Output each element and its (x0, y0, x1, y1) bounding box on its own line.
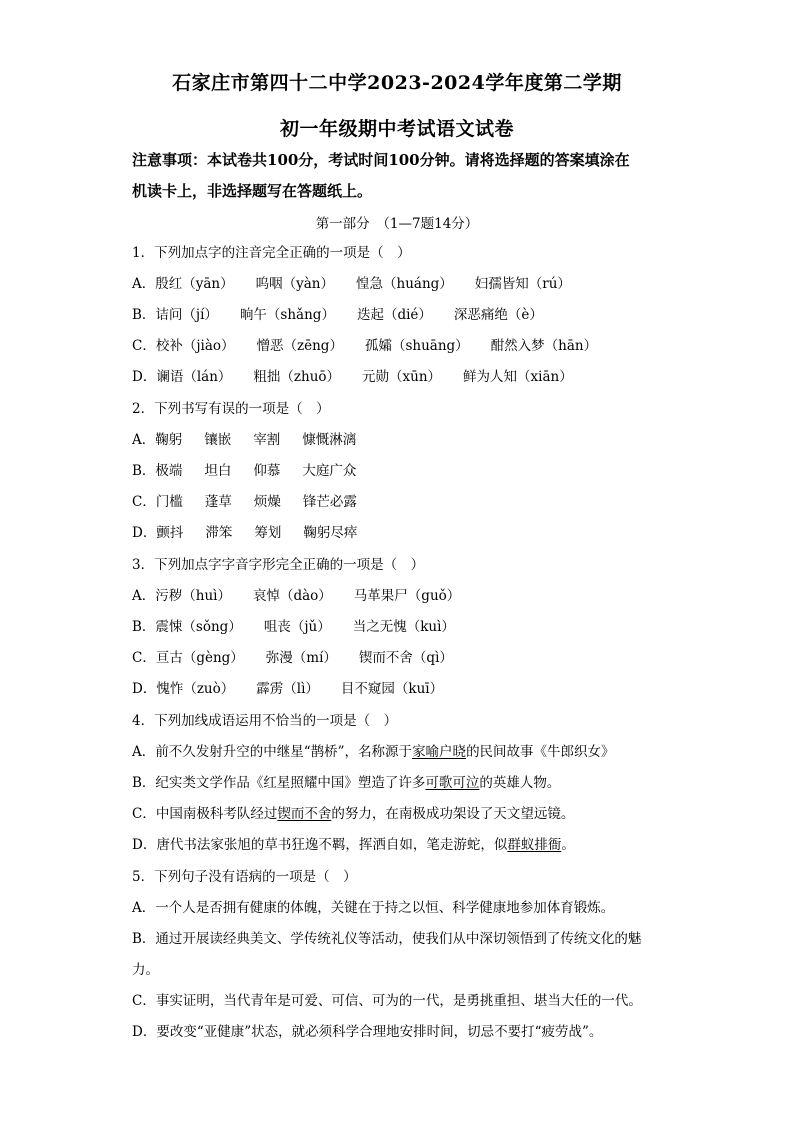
option-item: 粗拙（zhuō） (253, 369, 341, 385)
option-text: 的英雄人物。 (479, 775, 561, 791)
option-item: 筹划 (254, 525, 282, 541)
option-item: 慷慨淋漓 (302, 432, 357, 448)
question-5-option-c: C．事实证明，当代青年是可爱、可信、可为的一代，是勇挑重担、堪当大任的一代。 (132, 993, 642, 1009)
option-text: D．唐代书法家张旭的草书狂逸不羁，挥洒自如，笔走游蛇，似 (132, 837, 508, 853)
question-3-option-b (132, 617, 455, 637)
option-item: 大庭广众 (302, 463, 357, 479)
underlined-idiom: 锲而不舍 (277, 806, 332, 822)
question-4-option-c (132, 804, 574, 824)
option-item: 仰慕 (253, 463, 281, 479)
notice-line-2: 机读卡上，非选择题写在答题纸上。 (132, 182, 373, 200)
question-5-stem: 5．下列句子没有语病的一项是（ ） (132, 869, 357, 885)
option-item: A．污秽（huì） (132, 588, 231, 604)
option-item: 妇孺皆知（rú） (474, 276, 571, 292)
option-item: D．愧怍（zuò） (132, 681, 235, 697)
question-2-option-b (132, 461, 356, 481)
option-text: B．纪实类文学作品《红星照耀中国》塑造了许多 (132, 775, 426, 791)
question-2-option-d (132, 523, 357, 543)
question-2-option-c (132, 492, 357, 512)
option-text: A．前不久发射升空的中继星“鹊桥”，名称源于 (132, 744, 413, 760)
option-item: 深恶痛绝（è） (453, 307, 543, 323)
option-item: 当之无愧（kuì） (352, 619, 455, 635)
question-4-option-d (132, 835, 575, 855)
question-1-stem: 1．下列加点字的注音完全正确的一项是（ ） (132, 245, 411, 261)
question-3-option-d (132, 679, 443, 699)
option-item: 宰割 (253, 432, 281, 448)
option-item: B．诘问（jí） (132, 307, 218, 323)
option-item: D．谰语（lán） (132, 369, 232, 385)
option-item: C．门槛 (132, 494, 183, 510)
question-4-stem: 4．下列加线成语运用不恰当的一项是（ ） (132, 713, 398, 729)
question-2-option-a (132, 430, 356, 450)
question-4-option-a (132, 742, 615, 762)
option-item: 烦燥 (253, 494, 281, 510)
option-item: A．殷红（yān） (132, 276, 234, 292)
option-item: C．校补（jiào） (132, 338, 235, 354)
question-3-stem: 3．下列加点字字音字形完全正确的一项是（ ） (132, 557, 425, 573)
underlined-idiom: 可歌可泣 (425, 775, 480, 791)
option-item: 锲而不舍（qì） (358, 650, 453, 666)
option-item: 弥漫（mí） (265, 650, 337, 666)
question-1-option-b (132, 305, 543, 325)
option-item: 憎恶（zēng） (256, 338, 343, 354)
option-item: 孤孀（shuāng） (364, 338, 469, 354)
option-text: 的民间故事《牛郎织女》 (466, 744, 615, 760)
option-item: 滞笨 (205, 525, 233, 541)
question-1-option-c (132, 336, 597, 356)
option-item: 鞠躬尽瘁 (303, 525, 358, 541)
option-text: C．中国南极科考队经过 (132, 806, 278, 822)
option-item: 咀丧（jǔ） (263, 619, 331, 635)
option-item: C．亘古（gèng） (132, 650, 244, 666)
option-item: 酣然入梦（hān） (490, 338, 598, 354)
option-item: A．鞠躬 (132, 432, 183, 448)
question-5-option-b: B．通过开展读经典美文、学传统礼仪等活动，使我们从中深切领悟到了传统文化的魅 (132, 931, 642, 947)
question-3-option-a (132, 586, 460, 606)
question-4-option-b (132, 773, 560, 793)
option-item: 惶急（huáng） (356, 276, 453, 292)
question-5-option-a: A．一个人是否拥有健康的体魄，关键在于持之以恒、科学健康地参加体育锻炼。 (132, 900, 615, 916)
option-item: B．震悚（sǒng） (132, 619, 242, 635)
question-5-option-b-continued: 力。 (132, 962, 159, 978)
question-1-option-d (132, 367, 573, 387)
option-item: 锋芒必露 (302, 494, 357, 510)
option-item: 哀悼（dào） (252, 588, 332, 604)
option-item: 晌午（shǎng） (239, 307, 335, 323)
question-3-option-c (132, 648, 453, 668)
section-heading: 第一部分 （1—7题14分） (315, 216, 479, 232)
option-item: 霹雳（lì） (256, 681, 319, 697)
option-item: 元勋（xūn） (362, 369, 442, 385)
option-item: 蓬草 (204, 494, 232, 510)
exam-title-school: 石家庄市第四十二中学2023-2024学年度第二学期 (172, 72, 622, 94)
option-item: 坦白 (204, 463, 232, 479)
option-text: 的努力，在南极成功架设了天文望远镜。 (331, 806, 575, 822)
question-1-option-a (132, 274, 571, 294)
question-5-option-d: D．要改变“亚健康”状态，就必须科学合理地安排时间，切忌不要打“疲劳战”。 (132, 1024, 603, 1040)
option-item: B．极端 (132, 463, 183, 479)
option-item: 目不窥园（kuī） (340, 681, 444, 697)
option-item: 马革果尸（guǒ） (353, 588, 461, 604)
option-item: 鲜为人知（xiān） (463, 369, 573, 385)
underlined-idiom: 家喻户晓 (412, 744, 467, 760)
exam-title-subject: 初一年级期中考试语文试卷 (279, 118, 514, 140)
option-item: 镶嵌 (204, 432, 232, 448)
option-item: 迭起（dié） (356, 307, 432, 323)
option-text: 。 (561, 837, 575, 853)
underlined-idiom: 群蚁排衙 (507, 837, 562, 853)
question-2-stem: 2．下列书写有误的一项是（ ） (132, 401, 330, 417)
option-item: 呜咽（yàn） (255, 276, 334, 292)
notice-line-1: 注意事项：本试卷共100分，考试时间100分钟。请将选择题的答案填涂在 (132, 151, 630, 169)
option-item: D．颤抖 (132, 525, 184, 541)
